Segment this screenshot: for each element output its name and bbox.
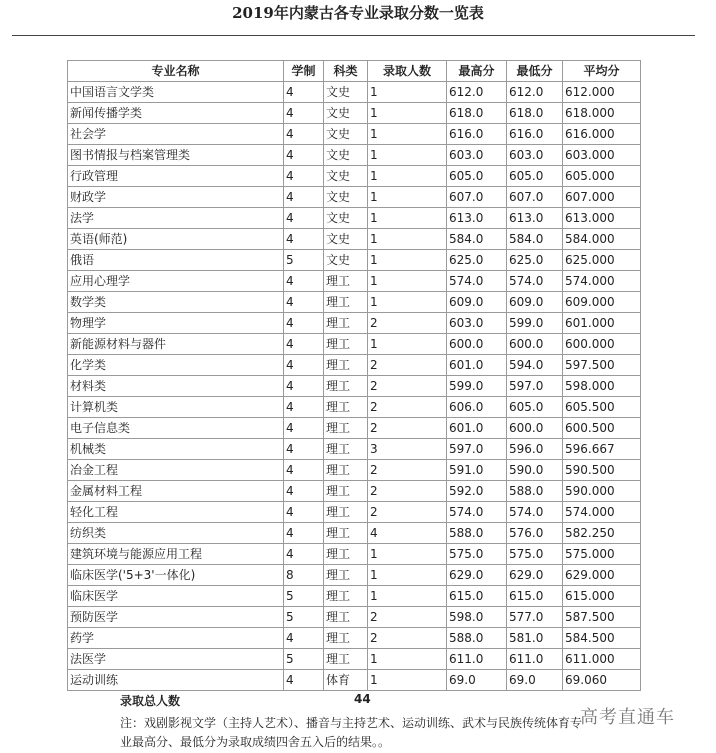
cell-avg-score: 625.000 — [563, 250, 641, 271]
table-row — [68, 502, 641, 523]
table-row — [68, 544, 641, 565]
cell-duration: 4 — [284, 187, 324, 208]
cell-admitted-count: 1 — [368, 187, 447, 208]
cell-max-score: 599.0 — [447, 376, 507, 397]
table-header-row — [68, 61, 641, 82]
cell-major-name: 药学 — [68, 628, 284, 649]
table-row — [68, 187, 641, 208]
table-row — [68, 124, 641, 145]
cell-avg-score: 587.500 — [563, 607, 641, 628]
watermark-text: 高考直通车 — [580, 707, 675, 728]
cell-avg-score: 69.060 — [563, 670, 641, 691]
cell-duration: 4 — [284, 628, 324, 649]
cell-duration: 4 — [284, 460, 324, 481]
table-row — [68, 208, 641, 229]
cell-admitted-count: 2 — [368, 502, 447, 523]
table-row — [68, 649, 641, 670]
cell-duration: 4 — [284, 670, 324, 691]
cell-category: 理工 — [324, 397, 368, 418]
cell-duration: 4 — [284, 481, 324, 502]
cell-duration: 4 — [284, 418, 324, 439]
cell-major-name: 金属材料工程 — [68, 481, 284, 502]
cell-category: 理工 — [324, 376, 368, 397]
table-row — [68, 145, 641, 166]
cell-category: 文史 — [324, 250, 368, 271]
cell-major-name: 图书情报与档案管理类 — [68, 145, 284, 166]
cell-major-name: 物理学 — [68, 313, 284, 334]
cell-admitted-count: 1 — [368, 250, 447, 271]
header-duration: 学制 — [284, 61, 324, 82]
cell-category: 理工 — [324, 418, 368, 439]
cell-duration: 5 — [284, 649, 324, 670]
cell-avg-score: 611.000 — [563, 649, 641, 670]
cell-avg-score: 590.500 — [563, 460, 641, 481]
footnote: 注：戏剧影视文学（主持人艺术）、播音与主持艺术、运动训练、武术与民族传统体育专业最高分、最低分为录取成绩四舍五入后的结果。。 — [120, 716, 583, 749]
cell-avg-score: 575.000 — [563, 544, 641, 565]
cell-major-name: 财政学 — [68, 187, 284, 208]
cell-duration: 4 — [284, 292, 324, 313]
cell-min-score: 574.0 — [507, 502, 563, 523]
cell-admitted-count: 1 — [368, 103, 447, 124]
cell-major-name: 计算机类 — [68, 397, 284, 418]
cell-major-name: 轻化工程 — [68, 502, 284, 523]
cell-admitted-count: 1 — [368, 334, 447, 355]
cell-category: 理工 — [324, 460, 368, 481]
table-row — [68, 523, 641, 544]
cell-max-score: 607.0 — [447, 187, 507, 208]
cell-max-score: 592.0 — [447, 481, 507, 502]
table-row — [68, 229, 641, 250]
cell-duration: 4 — [284, 355, 324, 376]
cell-major-name: 化学类 — [68, 355, 284, 376]
cell-major-name: 材料类 — [68, 376, 284, 397]
cell-avg-score: 618.000 — [563, 103, 641, 124]
table-body — [68, 82, 641, 691]
cell-major-name: 建筑环境与能源应用工程 — [68, 544, 284, 565]
cell-max-score: 597.0 — [447, 439, 507, 460]
cell-major-name: 临床医学('5+3'一体化) — [68, 565, 284, 586]
cell-max-score: 603.0 — [447, 313, 507, 334]
cell-max-score: 598.0 — [447, 607, 507, 628]
cell-category: 理工 — [324, 565, 368, 586]
cell-duration: 4 — [284, 208, 324, 229]
cell-min-score: 581.0 — [507, 628, 563, 649]
cell-min-score: 600.0 — [507, 418, 563, 439]
cell-max-score: 618.0 — [447, 103, 507, 124]
cell-avg-score: 598.000 — [563, 376, 641, 397]
cell-min-score: 69.0 — [507, 670, 563, 691]
cell-duration: 4 — [284, 523, 324, 544]
cell-duration: 4 — [284, 103, 324, 124]
cell-major-name: 电子信息类 — [68, 418, 284, 439]
cell-admitted-count: 1 — [368, 82, 447, 103]
cell-category: 理工 — [324, 439, 368, 460]
cell-max-score: 605.0 — [447, 166, 507, 187]
table-row — [68, 460, 641, 481]
cell-admitted-count: 2 — [368, 313, 447, 334]
cell-duration: 4 — [284, 313, 324, 334]
cell-duration: 4 — [284, 124, 324, 145]
cell-max-score: 600.0 — [447, 334, 507, 355]
cell-avg-score: 629.000 — [563, 565, 641, 586]
table-row — [68, 481, 641, 502]
cell-avg-score: 600.000 — [563, 334, 641, 355]
cell-major-name: 应用心理学 — [68, 271, 284, 292]
cell-duration: 5 — [284, 607, 324, 628]
cell-avg-score: 600.500 — [563, 418, 641, 439]
cell-min-score: 577.0 — [507, 607, 563, 628]
cell-duration: 4 — [284, 229, 324, 250]
table-row — [68, 355, 641, 376]
cell-avg-score: 582.250 — [563, 523, 641, 544]
cell-avg-score: 605.500 — [563, 397, 641, 418]
cell-min-score: 607.0 — [507, 187, 563, 208]
cell-avg-score: 605.000 — [563, 166, 641, 187]
cell-max-score: 629.0 — [447, 565, 507, 586]
cell-max-score: 575.0 — [447, 544, 507, 565]
cell-category: 文史 — [324, 124, 368, 145]
cell-category: 文史 — [324, 145, 368, 166]
cell-admitted-count: 2 — [368, 460, 447, 481]
cell-major-name: 预防医学 — [68, 607, 284, 628]
cell-avg-score: 584.000 — [563, 229, 641, 250]
cell-avg-score: 596.667 — [563, 439, 641, 460]
table-row — [68, 103, 641, 124]
cell-major-name: 新闻传播学类 — [68, 103, 284, 124]
total-admitted-value: 44 — [354, 692, 371, 706]
cell-duration: 4 — [284, 166, 324, 187]
header-avg-score: 平均分 — [563, 61, 641, 82]
cell-category: 理工 — [324, 649, 368, 670]
admission-score-table — [67, 60, 641, 691]
table-row — [68, 250, 641, 271]
cell-major-name: 法学 — [68, 208, 284, 229]
cell-category: 理工 — [324, 481, 368, 502]
cell-min-score: 629.0 — [507, 565, 563, 586]
header-max-score: 最高分 — [447, 61, 507, 82]
cell-category: 理工 — [324, 544, 368, 565]
cell-admitted-count: 1 — [368, 544, 447, 565]
cell-min-score: 612.0 — [507, 82, 563, 103]
cell-category: 理工 — [324, 334, 368, 355]
cell-admitted-count: 1 — [368, 586, 447, 607]
cell-category: 文史 — [324, 103, 368, 124]
cell-max-score: 574.0 — [447, 271, 507, 292]
cell-max-score: 625.0 — [447, 250, 507, 271]
cell-max-score: 574.0 — [447, 502, 507, 523]
cell-category: 理工 — [324, 271, 368, 292]
cell-major-name: 临床医学 — [68, 586, 284, 607]
cell-admitted-count: 1 — [368, 292, 447, 313]
cell-min-score: 600.0 — [507, 334, 563, 355]
title-divider — [12, 35, 695, 36]
cell-max-score: 603.0 — [447, 145, 507, 166]
cell-major-name: 新能源材料与器件 — [68, 334, 284, 355]
table-row — [68, 166, 641, 187]
cell-major-name: 社会学 — [68, 124, 284, 145]
cell-major-name: 法医学 — [68, 649, 284, 670]
cell-avg-score: 603.000 — [563, 145, 641, 166]
cell-max-score: 601.0 — [447, 418, 507, 439]
header-category: 科类 — [324, 61, 368, 82]
cell-avg-score: 584.500 — [563, 628, 641, 649]
cell-max-score: 616.0 — [447, 124, 507, 145]
table-row — [68, 334, 641, 355]
cell-admitted-count: 1 — [368, 271, 447, 292]
cell-avg-score: 601.000 — [563, 313, 641, 334]
cell-admitted-count: 3 — [368, 439, 447, 460]
table-row — [68, 271, 641, 292]
table-row — [68, 397, 641, 418]
table-row — [68, 586, 641, 607]
cell-duration: 4 — [284, 376, 324, 397]
cell-avg-score: 574.000 — [563, 502, 641, 523]
cell-admitted-count: 1 — [368, 166, 447, 187]
cell-max-score: 584.0 — [447, 229, 507, 250]
cell-avg-score: 615.000 — [563, 586, 641, 607]
cell-max-score: 613.0 — [447, 208, 507, 229]
table-row — [68, 670, 641, 691]
cell-min-score: 597.0 — [507, 376, 563, 397]
cell-avg-score: 616.000 — [563, 124, 641, 145]
cell-category: 理工 — [324, 586, 368, 607]
cell-min-score: 584.0 — [507, 229, 563, 250]
table-row — [68, 313, 641, 334]
cell-avg-score: 574.000 — [563, 271, 641, 292]
cell-admitted-count: 2 — [368, 607, 447, 628]
cell-admitted-count: 1 — [368, 649, 447, 670]
cell-max-score: 69.0 — [447, 670, 507, 691]
cell-min-score: 625.0 — [507, 250, 563, 271]
cell-min-score: 596.0 — [507, 439, 563, 460]
cell-category: 理工 — [324, 292, 368, 313]
cell-category: 体育 — [324, 670, 368, 691]
cell-category: 理工 — [324, 313, 368, 334]
header-major-name: 专业名称 — [68, 61, 284, 82]
cell-major-name: 中国语言文学类 — [68, 82, 284, 103]
cell-admitted-count: 2 — [368, 628, 447, 649]
cell-admitted-count: 1 — [368, 208, 447, 229]
cell-min-score: 615.0 — [507, 586, 563, 607]
cell-duration: 4 — [284, 145, 324, 166]
table-row — [68, 565, 641, 586]
cell-duration: 4 — [284, 397, 324, 418]
cell-category: 文史 — [324, 208, 368, 229]
cell-admitted-count: 2 — [368, 481, 447, 502]
cell-min-score: 574.0 — [507, 271, 563, 292]
cell-duration: 4 — [284, 544, 324, 565]
cell-major-name: 机械类 — [68, 439, 284, 460]
cell-max-score: 615.0 — [447, 586, 507, 607]
cell-duration: 4 — [284, 82, 324, 103]
cell-min-score: 605.0 — [507, 397, 563, 418]
cell-category: 文史 — [324, 229, 368, 250]
cell-duration: 5 — [284, 586, 324, 607]
cell-major-name: 英语(师范) — [68, 229, 284, 250]
cell-avg-score: 612.000 — [563, 82, 641, 103]
cell-admitted-count: 1 — [368, 670, 447, 691]
cell-max-score: 601.0 — [447, 355, 507, 376]
cell-min-score: 590.0 — [507, 460, 563, 481]
cell-duration: 4 — [284, 334, 324, 355]
cell-avg-score: 609.000 — [563, 292, 641, 313]
cell-major-name: 运动训练 — [68, 670, 284, 691]
header-min-score: 最低分 — [507, 61, 563, 82]
cell-min-score: 611.0 — [507, 649, 563, 670]
table-row — [68, 628, 641, 649]
cell-duration: 8 — [284, 565, 324, 586]
cell-category: 理工 — [324, 355, 368, 376]
cell-major-name: 数学类 — [68, 292, 284, 313]
cell-admitted-count: 1 — [368, 229, 447, 250]
cell-duration: 5 — [284, 250, 324, 271]
cell-avg-score: 597.500 — [563, 355, 641, 376]
cell-major-name: 纺织类 — [68, 523, 284, 544]
total-admitted-label: 录取总人数 — [120, 694, 181, 708]
cell-category: 文史 — [324, 82, 368, 103]
cell-min-score: 609.0 — [507, 292, 563, 313]
cell-min-score: 618.0 — [507, 103, 563, 124]
cell-admitted-count: 2 — [368, 355, 447, 376]
table-row — [68, 82, 641, 103]
cell-category: 理工 — [324, 502, 368, 523]
cell-max-score: 612.0 — [447, 82, 507, 103]
cell-admitted-count: 2 — [368, 376, 447, 397]
cell-max-score: 588.0 — [447, 628, 507, 649]
cell-min-score: 576.0 — [507, 523, 563, 544]
cell-min-score: 613.0 — [507, 208, 563, 229]
cell-max-score: 606.0 — [447, 397, 507, 418]
cell-major-name: 俄语 — [68, 250, 284, 271]
cell-min-score: 588.0 — [507, 481, 563, 502]
cell-max-score: 611.0 — [447, 649, 507, 670]
cell-category: 理工 — [324, 523, 368, 544]
table-row — [68, 607, 641, 628]
table-row — [68, 292, 641, 313]
cell-min-score: 575.0 — [507, 544, 563, 565]
cell-max-score: 591.0 — [447, 460, 507, 481]
cell-admitted-count: 1 — [368, 565, 447, 586]
cell-admitted-count: 2 — [368, 397, 447, 418]
table-row — [68, 439, 641, 460]
cell-duration: 4 — [284, 271, 324, 292]
header-admitted-count: 录取人数 — [368, 61, 447, 82]
cell-avg-score: 613.000 — [563, 208, 641, 229]
cell-admitted-count: 1 — [368, 124, 447, 145]
page-title: 2019年内蒙古各专业录取分数一览表 — [232, 4, 484, 22]
cell-duration: 4 — [284, 439, 324, 460]
cell-max-score: 588.0 — [447, 523, 507, 544]
cell-avg-score: 590.000 — [563, 481, 641, 502]
cell-admitted-count: 2 — [368, 418, 447, 439]
cell-admitted-count: 4 — [368, 523, 447, 544]
table-row — [68, 376, 641, 397]
cell-major-name: 冶金工程 — [68, 460, 284, 481]
cell-min-score: 599.0 — [507, 313, 563, 334]
cell-min-score: 603.0 — [507, 145, 563, 166]
cell-category: 理工 — [324, 607, 368, 628]
cell-min-score: 616.0 — [507, 124, 563, 145]
cell-major-name: 行政管理 — [68, 166, 284, 187]
cell-avg-score: 607.000 — [563, 187, 641, 208]
cell-admitted-count: 1 — [368, 145, 447, 166]
table-row — [68, 418, 641, 439]
cell-max-score: 609.0 — [447, 292, 507, 313]
cell-duration: 4 — [284, 502, 324, 523]
cell-category: 文史 — [324, 187, 368, 208]
cell-min-score: 594.0 — [507, 355, 563, 376]
cell-category: 文史 — [324, 166, 368, 187]
cell-min-score: 605.0 — [507, 166, 563, 187]
cell-category: 理工 — [324, 628, 368, 649]
